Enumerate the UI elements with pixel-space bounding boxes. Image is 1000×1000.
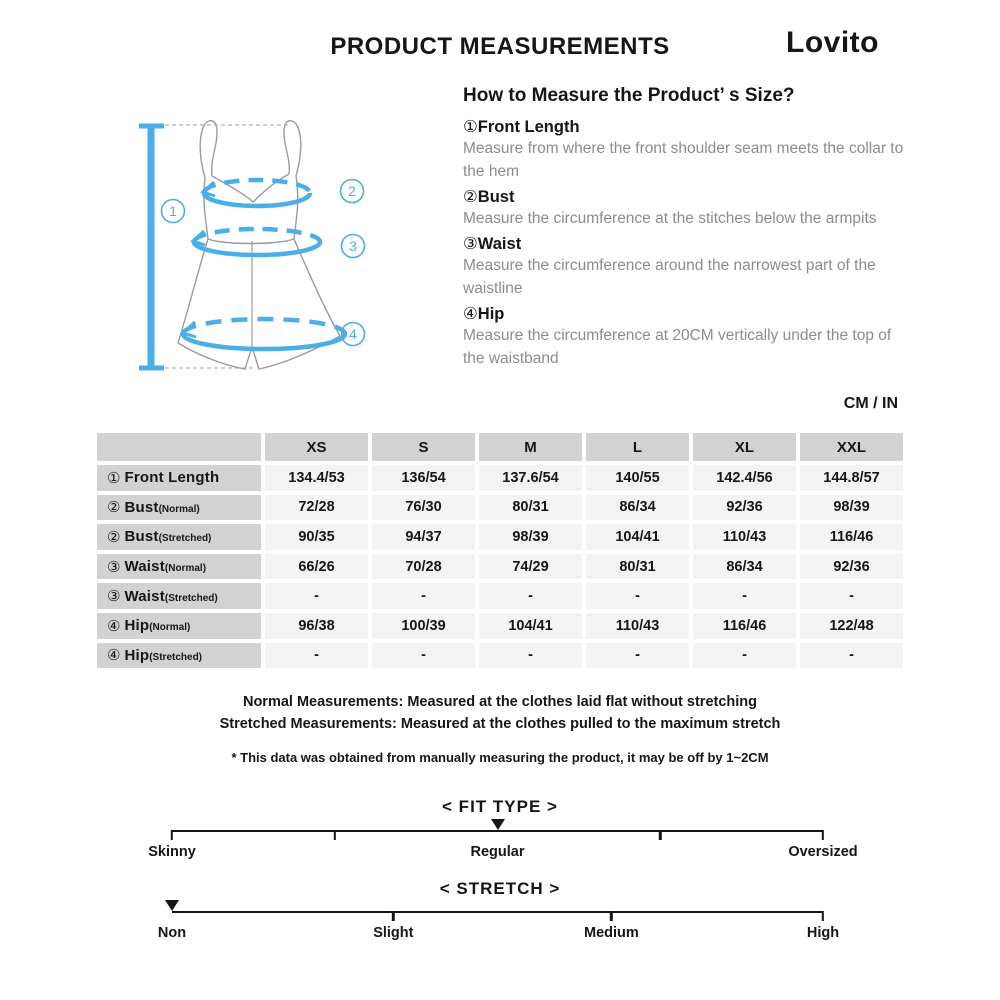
circled-number-icon: ④ <box>107 616 121 635</box>
garment-diagram <box>118 96 383 396</box>
measurement-cell: 104/41 <box>586 524 689 550</box>
measurement-cell: 74/29 <box>479 554 582 580</box>
stretched-measurement-note: Stretched Measurements: Measured at the clothes pulled to the maximum stretch <box>219 716 781 732</box>
circled-number-icon: ③ <box>107 557 121 576</box>
instruction-desc-front-length: Measure from where the front shoulder seam meets the collar to the hem <box>463 140 904 180</box>
scale-label: High <box>806 925 840 941</box>
row-label-text: Waist <box>124 558 165 576</box>
scale-marker-icon <box>491 819 505 830</box>
accuracy-disclaimer: * This data was obtained from manually measuring the product, it may be off by 1~2CM <box>231 750 769 765</box>
row-label <box>97 643 261 669</box>
instruction-title-waist: ③Waist <box>463 233 522 253</box>
circled-3-icon: ③ <box>463 233 478 253</box>
row-label-text: Waist <box>124 587 165 605</box>
scale-tick <box>822 830 824 840</box>
svg-text:1: 1 <box>169 203 177 219</box>
circled-2-icon: ② <box>463 186 478 206</box>
stretch-scale <box>0 879 1000 951</box>
measurement-cell: 80/31 <box>479 495 582 521</box>
circled-number-icon: ③ <box>107 587 121 606</box>
row-label <box>97 495 261 521</box>
svg-text:4: 4 <box>349 326 357 342</box>
row-variant-text: (Normal) <box>158 503 200 515</box>
measurement-cell: 86/34 <box>586 495 689 521</box>
fit-type-scale <box>0 797 1000 869</box>
waist-measure-ellipse <box>193 229 320 255</box>
row-variant-text: (Stretched) <box>158 533 212 545</box>
measurement-cell: 80/31 <box>586 554 689 580</box>
measurement-cell: 144.8/57 <box>800 465 903 491</box>
scale-label: Medium <box>584 925 639 941</box>
instruction-desc-bust: Measure the circumference at the stitches below the armpits <box>463 209 877 227</box>
measurement-cell: - <box>693 583 796 609</box>
row-label <box>97 613 261 639</box>
size-column-header: XS <box>265 433 368 461</box>
size-column-header: S <box>372 433 475 461</box>
measurement-cell: - <box>800 643 903 669</box>
stretch-title: < STRETCH > <box>439 879 561 898</box>
scale-tick <box>334 830 336 840</box>
table-corner-cell <box>97 433 261 461</box>
size-column-header: M <box>479 433 582 461</box>
measurement-cell: 98/39 <box>800 495 903 521</box>
size-column-header: XXL <box>800 433 903 461</box>
row-label-text: Hip <box>124 617 150 635</box>
measurement-cell: - <box>693 643 796 669</box>
row-variant-text: (Stretched) <box>164 592 218 604</box>
row-variant-text: (Normal) <box>164 563 207 575</box>
fit-type-axis <box>172 830 823 832</box>
measurement-cell: 110/43 <box>693 524 796 550</box>
scale-tick <box>171 830 173 840</box>
measurement-cell: 98/39 <box>479 524 582 550</box>
measurement-cell: 134.4/53 <box>265 465 368 491</box>
measurement-cell: - <box>586 583 689 609</box>
callout-1-icon <box>162 200 185 223</box>
measurement-notes <box>0 691 1000 735</box>
instruction-title-bust: ②Bust <box>463 186 515 206</box>
measurement-cell: 72/28 <box>265 495 368 521</box>
measurement-cell: 94/37 <box>372 524 475 550</box>
brand-logo: Lovito <box>786 26 879 59</box>
scale-label: Oversized <box>788 844 858 860</box>
measurement-cell: 66/26 <box>265 554 368 580</box>
hip-measure-ellipse <box>183 319 345 349</box>
measurement-cell: 140/55 <box>586 465 689 491</box>
measurement-cell: 100/39 <box>372 613 475 639</box>
measurement-cell: - <box>479 583 582 609</box>
svg-text:2: 2 <box>348 183 356 199</box>
stretch-axis <box>172 911 823 913</box>
row-label <box>97 524 261 550</box>
scale-label: Regular <box>470 844 525 860</box>
row-variant-text: (Stretched) <box>149 651 203 663</box>
fit-type-title: < FIT TYPE > <box>442 797 558 816</box>
measurement-cell: 76/30 <box>372 495 475 521</box>
measurement-cell: 96/38 <box>265 613 368 639</box>
scale-label: Non <box>157 925 187 941</box>
measurement-cell: - <box>800 583 903 609</box>
measurement-cell: 116/46 <box>693 613 796 639</box>
scale-tick <box>392 911 394 921</box>
measurement-cell: 142.4/56 <box>693 465 796 491</box>
size-column-header: L <box>586 433 689 461</box>
row-label-text: Bust <box>124 528 159 546</box>
row-label <box>97 583 261 609</box>
circled-number-icon: ② <box>107 498 121 517</box>
instruction-desc-waist: Measure the circumference around the narrowest part of the waistline <box>463 256 876 297</box>
scale-label: Slight <box>373 925 414 941</box>
callout-2-icon <box>341 180 364 203</box>
measurement-cell: 92/36 <box>800 554 903 580</box>
circled-number-icon: ② <box>107 527 121 546</box>
circled-1-icon: ① <box>463 117 478 136</box>
size-table <box>97 433 903 668</box>
circled-number-icon: ① <box>107 468 121 487</box>
measurement-cell: 137.6/54 <box>479 465 582 491</box>
instruction-desc-hip: Measure the circumference at 20CM vertically under the top of the waistband <box>463 326 892 367</box>
svg-text:3: 3 <box>349 238 357 254</box>
how-to-measure-heading: How to Measure the Product’ s Size? <box>463 85 795 106</box>
measurement-cell: 86/34 <box>693 554 796 580</box>
length-measure-bar <box>139 126 164 368</box>
measurement-cell: 90/35 <box>265 524 368 550</box>
row-label-text: Front Length <box>124 469 220 487</box>
measurement-cell: - <box>372 643 475 669</box>
instruction-title-front-length: ①Front Length <box>463 117 580 136</box>
measurement-cell: - <box>586 643 689 669</box>
size-column-header: XL <box>693 433 796 461</box>
instruction-title-hip: ④Hip <box>463 303 505 323</box>
measurement-cell: - <box>265 643 368 669</box>
measurement-cell: 110/43 <box>586 613 689 639</box>
measurement-cell: - <box>479 643 582 669</box>
row-variant-text: (Normal) <box>149 622 191 634</box>
measurement-cell: - <box>372 583 475 609</box>
measurement-cell: 122/48 <box>800 613 903 639</box>
scale-tick <box>822 911 824 921</box>
scale-tick <box>610 911 612 921</box>
row-label <box>97 554 261 580</box>
measurement-cell: 136/54 <box>372 465 475 491</box>
measurement-cell: - <box>265 583 368 609</box>
row-label-text: Bust <box>124 498 159 516</box>
circled-4-icon: ④ <box>463 303 478 323</box>
scale-label: Skinny <box>148 844 196 860</box>
row-label <box>97 465 261 491</box>
unit-label: CM / IN <box>843 395 898 412</box>
normal-measurement-note: Normal Measurements: Measured at the clothes laid flat without stretching <box>242 694 758 710</box>
measurement-cell: 92/36 <box>693 495 796 521</box>
scale-tick <box>659 830 661 840</box>
callout-3-icon <box>342 235 365 258</box>
row-label-text: Hip <box>124 646 150 664</box>
measurement-cell: 116/46 <box>800 524 903 550</box>
measurement-cell: 70/28 <box>372 554 475 580</box>
circled-number-icon: ④ <box>107 646 121 665</box>
scale-marker-icon <box>165 900 179 911</box>
measurement-cell: 104/41 <box>479 613 582 639</box>
how-to-measure-section <box>463 85 905 371</box>
page-title: PRODUCT MEASUREMENTS <box>330 33 670 60</box>
bust-measure-ellipse <box>203 180 310 206</box>
